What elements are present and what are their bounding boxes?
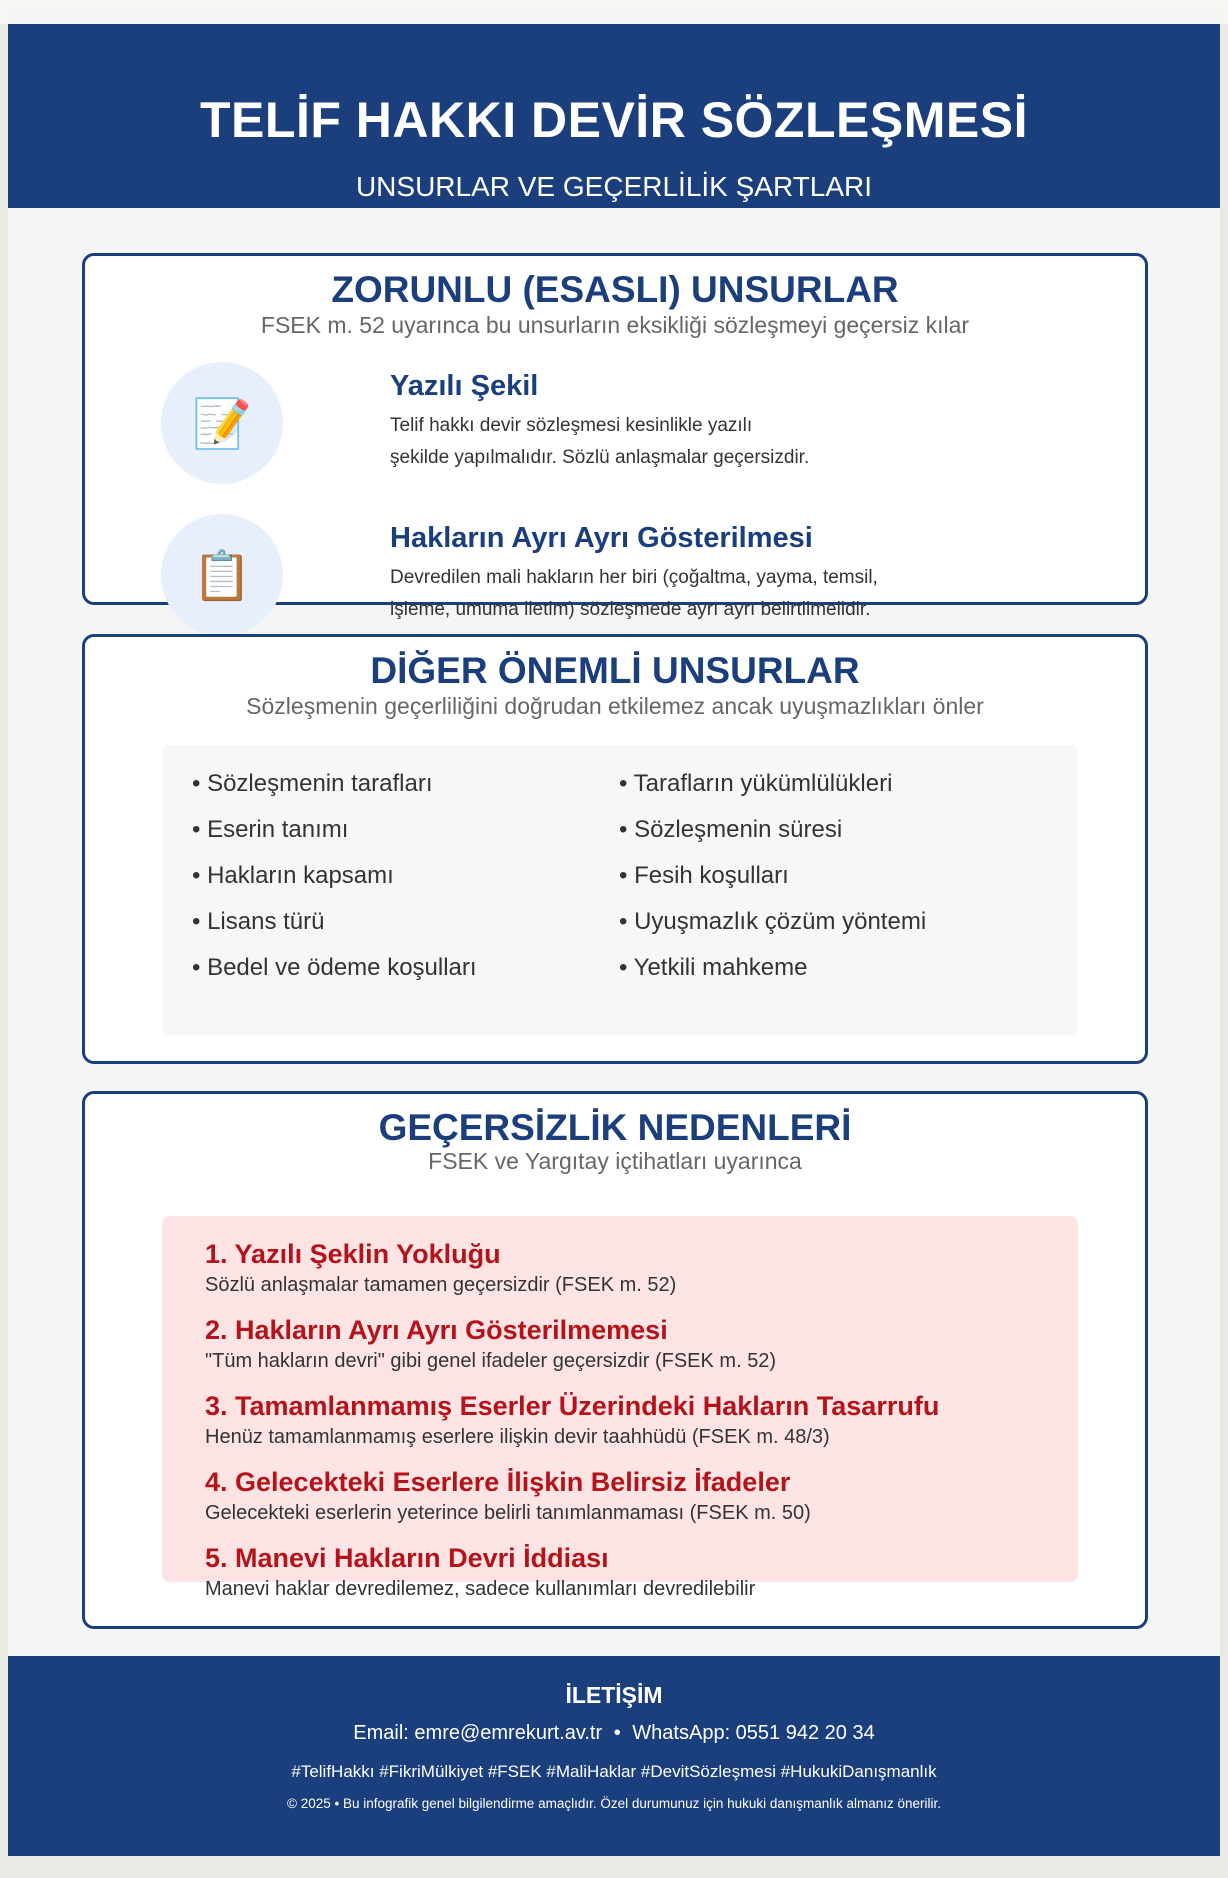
page-title: TELİF HAKKI DEVİR SÖZLEŞMESİ (200, 92, 1028, 148)
feature-description-line: şekilde yapılmalıdır. Sözlü anlaşmalar geçersizdir. (390, 447, 810, 468)
other-subtitle: Sözleşmenin geçerliliğini doğrudan etkilemez ancak uyuşmazlıkları önler (246, 693, 984, 719)
feature-title: Hakların Ayrı Ayrı Gösterilmesi (390, 522, 813, 554)
feature-description (390, 410, 990, 474)
page-subtitle: UNSURLAR VE GEÇERLİLİK ŞARTLARI (355, 171, 873, 202)
hashtags: #TelifHakkı #FikriMülkiyet #FSEK #MaliHaklar #DevitSözleşmesi #HukukiDanışmanlık (291, 1762, 937, 1781)
essential-title: ZORUNLU (ESASLI) UNSURLAR (331, 269, 899, 310)
invalidity-reason (205, 1542, 755, 1604)
feature-description (390, 562, 990, 626)
list-column-right (619, 761, 926, 991)
list-item: • Eserin tanımı (192, 816, 349, 843)
invalidity-subtitle: FSEK ve Yargıtay içtihatları uyarınca (428, 1148, 802, 1174)
feature-description-line: işleme, umuma iletim) sözleşmede ayrı ayrı belirtilmelidir. (390, 599, 871, 620)
reason-description: Sözlü anlaşmalar tamamen geçersizdir (FSEK m. 52) (205, 1274, 677, 1296)
list-item: • Bedel ve ödeme koşulları (192, 954, 477, 981)
reason-title: 2. Hakların Ayrı Ayrı Gösterilmemesi (205, 1315, 668, 1345)
feature-title: Yazılı Şekil (390, 370, 539, 402)
reason-description: Manevi haklar devredilemez, sadece kullanımları devredilebilir (205, 1578, 756, 1600)
essential-subtitle: FSEK m. 52 uyarınca bu unsurların eksikliği sözleşmeyi geçersiz kılar (260, 312, 970, 338)
other-elements-card (82, 634, 1148, 1064)
list-column-left (192, 761, 477, 991)
memo-icon: 📝 (161, 362, 283, 484)
invalidity-title: GEÇERSİZLİK NEDENLERİ (378, 1107, 852, 1148)
invalidity-reason (205, 1390, 939, 1452)
contact-line (8, 1722, 1220, 1745)
essential-elements-card (82, 253, 1148, 620)
reason-description: Henüz tamamlanmamış eserlere ilişkin devir taahhüdü (FSEK m. 48/3) (205, 1426, 830, 1448)
list-item: • Tarafların yükümlülükleri (619, 770, 893, 797)
other-elements-list (162, 745, 1078, 1035)
list-item: • Uyuşmazlık çözüm yöntemi (619, 908, 927, 935)
reason-description: "Tüm hakların devri" gibi genel ifadeler geçersizdir (FSEK m. 52) (205, 1350, 777, 1372)
reason-title: 4. Gelecekteki Eserlere İlişkin Belirsiz İfadeler (205, 1467, 791, 1497)
clipboard-icon: 📋 (161, 514, 283, 636)
list-item: • Hakların kapsamı (192, 862, 394, 889)
feature-description-line: Devredilen mali hakların her biri (çoğaltma, yayma, temsil, (390, 567, 878, 588)
invalidity-reason (205, 1314, 776, 1376)
contact-separator: • (613, 1722, 621, 1744)
footer (8, 1656, 1220, 1856)
list-item: • Sözleşmenin süresi (619, 816, 843, 843)
list-item: • Yetkili mahkeme (619, 954, 808, 981)
other-title: DİĞER ÖNEMLİ UNSURLAR (370, 650, 860, 691)
list-item: • Fesih koşulları (619, 862, 789, 889)
invalidity-reason (205, 1238, 676, 1300)
list-item: • Sözleşmenin tarafları (192, 770, 433, 797)
contact-whatsapp[interactable]: WhatsApp: 0551 942 20 34 (632, 1722, 875, 1744)
invalidity-reason (205, 1466, 811, 1528)
reason-title: 5. Manevi Hakların Devri İddiası (205, 1543, 609, 1573)
disclaimer: © 2025 • Bu infografik genel bilgilendirme amaçlıdır. Özel durumunuz için hukuki danışmanlık almanız önerilir. (287, 1796, 941, 1811)
header-banner (8, 24, 1220, 208)
feature-description-line: Telif hakkı devir sözleşmesi kesinlikle yazılı (390, 415, 753, 436)
list-item: • Lisans türü (192, 908, 325, 935)
reason-title: 1. Yazılı Şeklin Yokluğu (205, 1239, 501, 1269)
invalidity-card (82, 1091, 1148, 1629)
reason-description: Gelecekteki eserlerin yeterince belirli tanımlanmaması (FSEK m. 50) (205, 1502, 811, 1524)
reason-title: 3. Tamamlanmamış Eserler Üzerindeki Hakların Tasarrufu (205, 1391, 940, 1421)
contact-email[interactable]: Email: emre@emrekurt.av.tr (353, 1722, 603, 1744)
contact-title: İLETİŞİM (565, 1682, 663, 1708)
